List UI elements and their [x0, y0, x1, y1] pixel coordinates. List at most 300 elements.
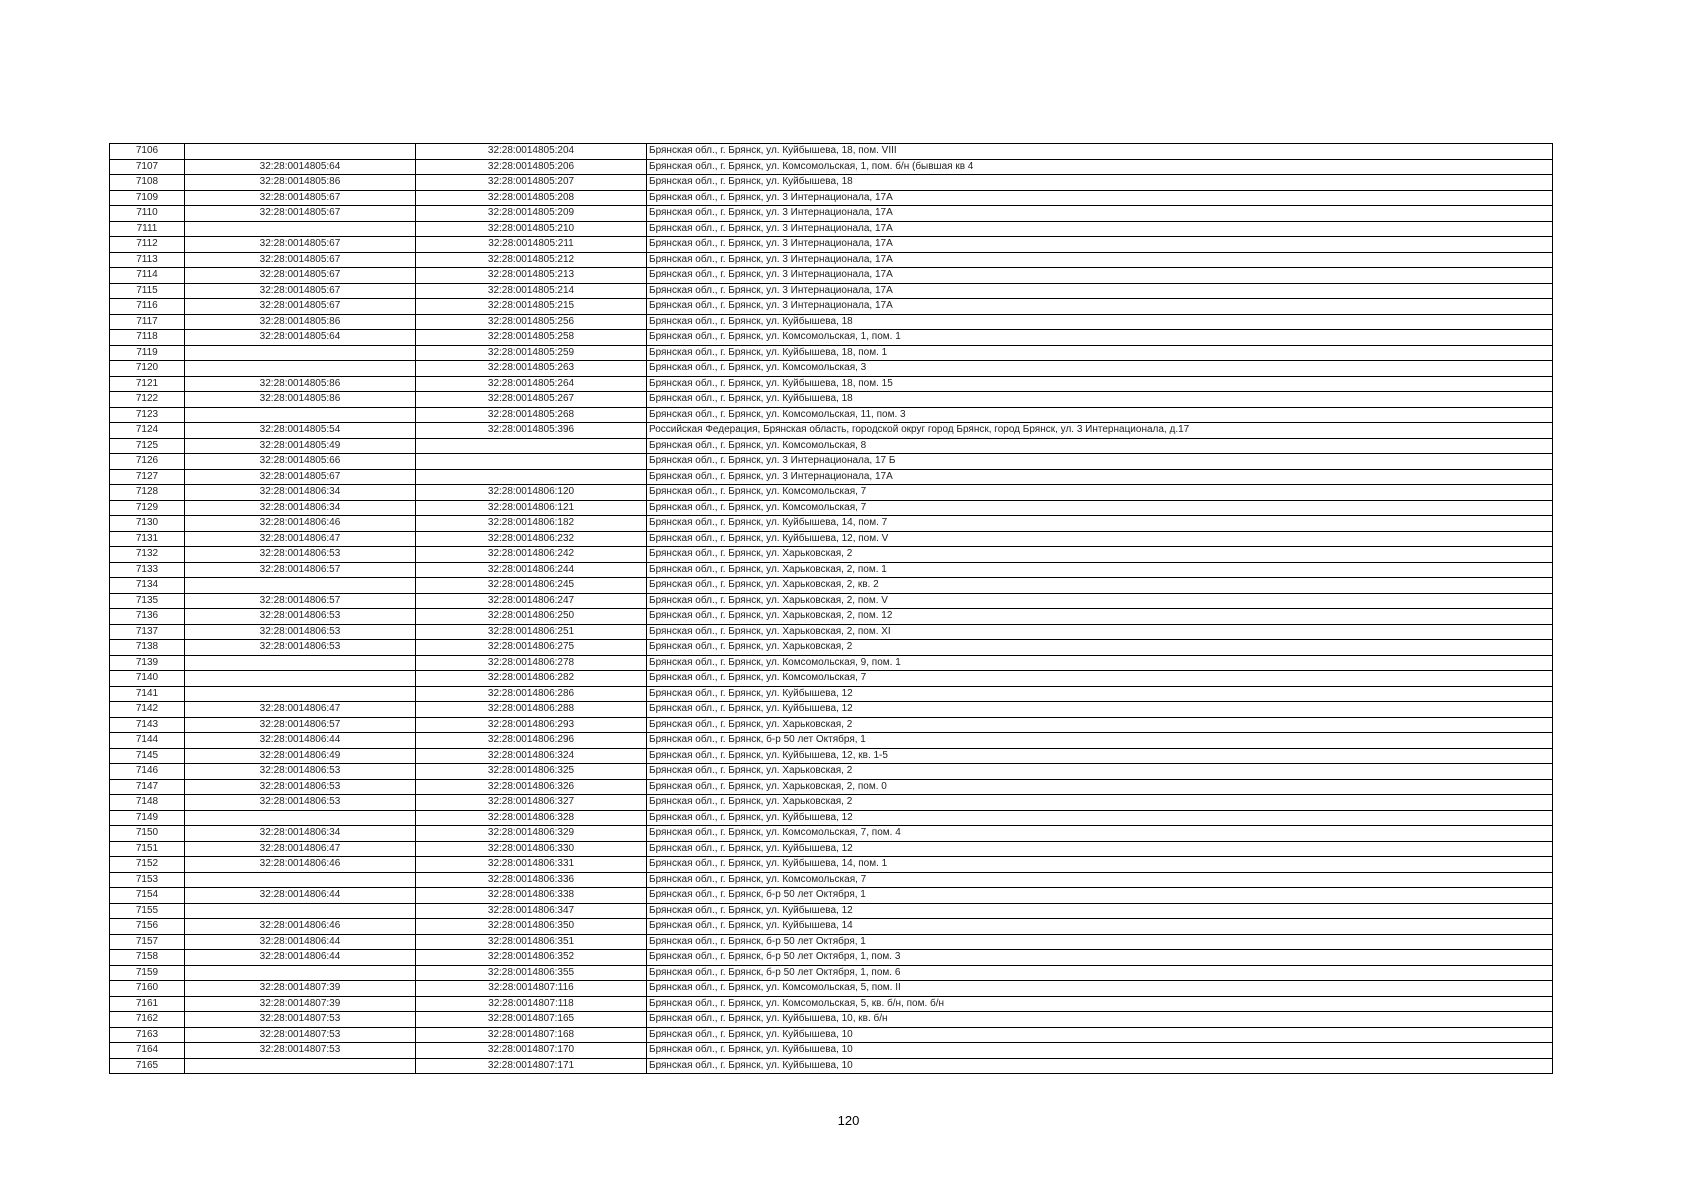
cadastral-number-cell: 32:28:0014807:165 — [416, 1012, 647, 1028]
cadastral-number-cell: 32:28:0014806:288 — [416, 702, 647, 718]
address-cell: Брянская обл., г. Брянск, ул. Харьковская, 2 — [647, 547, 1553, 563]
table-row — [110, 531, 1553, 547]
address-cell: Брянская обл., г. Брянск, ул. Куйбышева, 18, пом. VIII — [647, 144, 1553, 160]
address-cell: Брянская обл., г. Брянск, ул. 3 Интернационала, 17А — [647, 283, 1553, 299]
table-row — [110, 764, 1553, 780]
address-cell: Брянская обл., г. Брянск, ул. Комсомольская, 11, пом. 3 — [647, 407, 1553, 423]
row-number-cell: 7155 — [110, 903, 185, 919]
table-row — [110, 469, 1553, 485]
table-row — [110, 438, 1553, 454]
cadastral-number-cell: 32:28:0014805:258 — [416, 330, 647, 346]
parent-cadastral-number-cell: 32:28:0014805:86 — [185, 392, 416, 408]
parent-cadastral-number-cell — [185, 144, 416, 160]
cadastral-number-cell — [416, 438, 647, 454]
address-cell: Брянская обл., г. Брянск, ул. Комсомольская, 1, пом. б/н (бывшая кв 4 — [647, 159, 1553, 175]
address-cell: Брянская обл., г. Брянск, ул. Куйбышева, 18, пом. 15 — [647, 376, 1553, 392]
address-cell: Брянская обл., г. Брянск, ул. 3 Интернационала, 17А — [647, 237, 1553, 253]
table-row — [110, 314, 1553, 330]
table-row — [110, 826, 1553, 842]
cadastral-number-cell: 32:28:0014806:324 — [416, 748, 647, 764]
address-cell: Брянская обл., г. Брянск, б-р 50 лет Октября, 1, пом. 3 — [647, 950, 1553, 966]
parent-cadastral-number-cell — [185, 345, 416, 361]
parent-cadastral-number-cell: 32:28:0014806:53 — [185, 795, 416, 811]
address-cell: Российская Федерация, Брянская область, городской округ город Брянск, город Брянск, ул. 3 Интернационала, д.17 — [647, 423, 1553, 439]
row-number-cell: 7162 — [110, 1012, 185, 1028]
cadastral-number-cell: 32:28:0014806:296 — [416, 733, 647, 749]
parent-cadastral-number-cell: 32:28:0014806:57 — [185, 593, 416, 609]
parent-cadastral-number-cell: 32:28:0014805:67 — [185, 252, 416, 268]
register-table-body — [110, 144, 1553, 1074]
table-row — [110, 345, 1553, 361]
table-row — [110, 671, 1553, 687]
address-cell: Брянская обл., г. Брянск, ул. Комсомольская, 7 — [647, 500, 1553, 516]
row-number-cell: 7130 — [110, 516, 185, 532]
parent-cadastral-number-cell: 32:28:0014805:67 — [185, 206, 416, 222]
address-cell: Брянская обл., г. Брянск, ул. 3 Интернационала, 17А — [647, 190, 1553, 206]
row-number-cell: 7153 — [110, 872, 185, 888]
parent-cadastral-number-cell: 32:28:0014805:64 — [185, 330, 416, 346]
parent-cadastral-number-cell: 32:28:0014805:64 — [185, 159, 416, 175]
cadastral-number-cell: 32:28:0014806:325 — [416, 764, 647, 780]
address-cell: Брянская обл., г. Брянск, ул. Куйбышева, 12 — [647, 810, 1553, 826]
row-number-cell: 7144 — [110, 733, 185, 749]
row-number-cell: 7128 — [110, 485, 185, 501]
address-cell: Брянская обл., г. Брянск, ул. 3 Интернационала, 17А — [647, 299, 1553, 315]
address-cell: Брянская обл., г. Брянск, ул. Куйбышева, 10 — [647, 1058, 1553, 1074]
parent-cadastral-number-cell — [185, 903, 416, 919]
parent-cadastral-number-cell: 32:28:0014806:57 — [185, 562, 416, 578]
table-row — [110, 407, 1553, 423]
table-row — [110, 686, 1553, 702]
address-cell: Брянская обл., г. Брянск, ул. Куйбышева, 10, кв. б/н — [647, 1012, 1553, 1028]
row-number-cell: 7106 — [110, 144, 185, 160]
table-row — [110, 903, 1553, 919]
table-row — [110, 268, 1553, 284]
parent-cadastral-number-cell — [185, 221, 416, 237]
table-row — [110, 996, 1553, 1012]
address-cell: Брянская обл., г. Брянск, ул. Куйбышева, 18 — [647, 175, 1553, 191]
cadastral-number-cell: 32:28:0014807:168 — [416, 1027, 647, 1043]
parent-cadastral-number-cell: 32:28:0014806:53 — [185, 609, 416, 625]
row-number-cell: 7113 — [110, 252, 185, 268]
table-row — [110, 578, 1553, 594]
table-row — [110, 283, 1553, 299]
row-number-cell: 7117 — [110, 314, 185, 330]
table-row — [110, 841, 1553, 857]
table-row — [110, 950, 1553, 966]
address-cell: Брянская обл., г. Брянск, б-р 50 лет Октября, 1 — [647, 934, 1553, 950]
address-cell: Брянская обл., г. Брянск, ул. Комсомольская, 9, пом. 1 — [647, 655, 1553, 671]
row-number-cell: 7115 — [110, 283, 185, 299]
cadastral-number-cell: 32:28:0014805:263 — [416, 361, 647, 377]
table-row — [110, 330, 1553, 346]
cadastral-number-cell: 32:28:0014805:396 — [416, 423, 647, 439]
row-number-cell: 7127 — [110, 469, 185, 485]
table-row — [110, 516, 1553, 532]
table-row — [110, 981, 1553, 997]
address-cell: Брянская обл., г. Брянск, ул. 3 Интернационала, 17А — [647, 206, 1553, 222]
row-number-cell: 7143 — [110, 717, 185, 733]
table-row — [110, 640, 1553, 656]
parent-cadastral-number-cell: 32:28:0014807:39 — [185, 996, 416, 1012]
cadastral-number-cell — [416, 469, 647, 485]
parent-cadastral-number-cell — [185, 361, 416, 377]
table-row — [110, 562, 1553, 578]
table-row — [110, 252, 1553, 268]
table-row — [110, 857, 1553, 873]
cadastral-number-cell: 32:28:0014806:347 — [416, 903, 647, 919]
table-row — [110, 624, 1553, 640]
cadastral-number-cell: 32:28:0014805:209 — [416, 206, 647, 222]
row-number-cell: 7151 — [110, 841, 185, 857]
row-number-cell: 7164 — [110, 1043, 185, 1059]
parent-cadastral-number-cell — [185, 686, 416, 702]
parent-cadastral-number-cell: 32:28:0014805:67 — [185, 237, 416, 253]
parent-cadastral-number-cell: 32:28:0014805:54 — [185, 423, 416, 439]
row-number-cell: 7118 — [110, 330, 185, 346]
cadastral-number-cell: 32:28:0014805:212 — [416, 252, 647, 268]
parent-cadastral-number-cell: 32:28:0014806:53 — [185, 779, 416, 795]
table-row — [110, 609, 1553, 625]
cadastral-number-cell: 32:28:0014805:214 — [416, 283, 647, 299]
row-number-cell: 7160 — [110, 981, 185, 997]
address-cell: Брянская обл., г. Брянск, ул. Комсомольская, 7 — [647, 872, 1553, 888]
parent-cadastral-number-cell — [185, 872, 416, 888]
row-number-cell: 7156 — [110, 919, 185, 935]
address-cell: Брянская обл., г. Брянск, ул. Харьковская, 2 — [647, 795, 1553, 811]
row-number-cell: 7137 — [110, 624, 185, 640]
table-row — [110, 190, 1553, 206]
row-number-cell: 7146 — [110, 764, 185, 780]
table-row — [110, 733, 1553, 749]
address-cell: Брянская обл., г. Брянск, ул. Харьковская, 2, пом. 12 — [647, 609, 1553, 625]
cadastral-number-cell: 32:28:0014805:213 — [416, 268, 647, 284]
cadastral-number-cell: 32:28:0014806:278 — [416, 655, 647, 671]
address-cell: Брянская обл., г. Брянск, ул. Куйбышева, 10 — [647, 1027, 1553, 1043]
row-number-cell: 7139 — [110, 655, 185, 671]
table-row — [110, 779, 1553, 795]
row-number-cell: 7163 — [110, 1027, 185, 1043]
cadastral-number-cell: 32:28:0014806:350 — [416, 919, 647, 935]
row-number-cell: 7111 — [110, 221, 185, 237]
cadastral-number-cell: 32:28:0014806:329 — [416, 826, 647, 842]
row-number-cell: 7109 — [110, 190, 185, 206]
parent-cadastral-number-cell: 32:28:0014806:44 — [185, 934, 416, 950]
address-cell: Брянская обл., г. Брянск, ул. Куйбышева, 14, пом. 7 — [647, 516, 1553, 532]
cadastral-number-cell: 32:28:0014807:171 — [416, 1058, 647, 1074]
parent-cadastral-number-cell: 32:28:0014805:67 — [185, 299, 416, 315]
row-number-cell: 7135 — [110, 593, 185, 609]
row-number-cell: 7124 — [110, 423, 185, 439]
table-row — [110, 1058, 1553, 1074]
parent-cadastral-number-cell — [185, 1058, 416, 1074]
table-row — [110, 1012, 1553, 1028]
address-cell: Брянская обл., г. Брянск, ул. Куйбышева, 12 — [647, 686, 1553, 702]
cadastral-number-cell: 32:28:0014807:116 — [416, 981, 647, 997]
parent-cadastral-number-cell: 32:28:0014805:86 — [185, 376, 416, 392]
table-row — [110, 702, 1553, 718]
table-row — [110, 593, 1553, 609]
row-number-cell: 7154 — [110, 888, 185, 904]
parent-cadastral-number-cell: 32:28:0014806:47 — [185, 531, 416, 547]
table-row — [110, 872, 1553, 888]
parent-cadastral-number-cell: 32:28:0014806:53 — [185, 547, 416, 563]
cadastral-number-cell: 32:28:0014806:250 — [416, 609, 647, 625]
parent-cadastral-number-cell — [185, 810, 416, 826]
page-number: 120 — [837, 1113, 860, 1128]
row-number-cell: 7161 — [110, 996, 185, 1012]
address-cell: Брянская обл., г. Брянск, ул. Комсомольская, 8 — [647, 438, 1553, 454]
cadastral-number-cell: 32:28:0014806:245 — [416, 578, 647, 594]
cadastral-number-cell: 32:28:0014806:338 — [416, 888, 647, 904]
cadastral-number-cell: 32:28:0014805:256 — [416, 314, 647, 330]
parent-cadastral-number-cell: 32:28:0014806:34 — [185, 826, 416, 842]
row-number-cell: 7145 — [110, 748, 185, 764]
address-cell: Брянская обл., г. Брянск, ул. Харьковская, 2 — [647, 717, 1553, 733]
parent-cadastral-number-cell: 32:28:0014806:46 — [185, 516, 416, 532]
row-number-cell: 7129 — [110, 500, 185, 516]
row-number-cell: 7123 — [110, 407, 185, 423]
cadastral-number-cell: 32:28:0014806:242 — [416, 547, 647, 563]
parent-cadastral-number-cell: 32:28:0014806:53 — [185, 624, 416, 640]
cadastral-number-cell: 32:28:0014805:208 — [416, 190, 647, 206]
cadastral-number-cell: 32:28:0014805:207 — [416, 175, 647, 191]
cadastral-number-cell — [416, 454, 647, 470]
address-cell: Брянская обл., г. Брянск, ул. Куйбышева, 18 — [647, 314, 1553, 330]
table-row — [110, 485, 1553, 501]
parent-cadastral-number-cell: 32:28:0014806:44 — [185, 888, 416, 904]
row-number-cell: 7138 — [110, 640, 185, 656]
cadastral-number-cell: 32:28:0014806:351 — [416, 934, 647, 950]
address-cell: Брянская обл., г. Брянск, ул. Куйбышева, 12, кв. 1-5 — [647, 748, 1553, 764]
parent-cadastral-number-cell: 32:28:0014805:67 — [185, 469, 416, 485]
table-row — [110, 717, 1553, 733]
row-number-cell: 7140 — [110, 671, 185, 687]
cadastral-number-cell: 32:28:0014807:118 — [416, 996, 647, 1012]
parent-cadastral-number-cell: 32:28:0014805:86 — [185, 314, 416, 330]
table-row — [110, 144, 1553, 160]
address-cell: Брянская обл., г. Брянск, ул. Харьковская, 2, пом. 1 — [647, 562, 1553, 578]
parent-cadastral-number-cell — [185, 578, 416, 594]
cadastral-number-cell: 32:28:0014805:211 — [416, 237, 647, 253]
parent-cadastral-number-cell — [185, 671, 416, 687]
row-number-cell: 7157 — [110, 934, 185, 950]
address-cell: Брянская обл., г. Брянск, ул. Комсомольская, 5, пом. II — [647, 981, 1553, 997]
cadastral-number-cell: 32:28:0014806:244 — [416, 562, 647, 578]
table-row — [110, 423, 1553, 439]
cadastral-number-cell: 32:28:0014806:352 — [416, 950, 647, 966]
parent-cadastral-number-cell — [185, 655, 416, 671]
address-cell: Брянская обл., г. Брянск, ул. Комсомольская, 1, пом. 1 — [647, 330, 1553, 346]
address-cell: Брянская обл., г. Брянск, ул. Комсомольская, 7 — [647, 671, 1553, 687]
row-number-cell: 7110 — [110, 206, 185, 222]
row-number-cell: 7133 — [110, 562, 185, 578]
table-row — [110, 934, 1553, 950]
address-cell: Брянская обл., г. Брянск, ул. Комсомольская, 7 — [647, 485, 1553, 501]
cadastral-number-cell: 32:28:0014805:210 — [416, 221, 647, 237]
parent-cadastral-number-cell — [185, 407, 416, 423]
row-number-cell: 7149 — [110, 810, 185, 826]
row-number-cell: 7119 — [110, 345, 185, 361]
address-cell: Брянская обл., г. Брянск, ул. 3 Интернационала, 17А — [647, 221, 1553, 237]
cadastral-number-cell: 32:28:0014805:204 — [416, 144, 647, 160]
row-number-cell: 7125 — [110, 438, 185, 454]
row-number-cell: 7152 — [110, 857, 185, 873]
table-row — [110, 299, 1553, 315]
table-row — [110, 221, 1553, 237]
table-row — [110, 795, 1553, 811]
table-row — [110, 376, 1553, 392]
parent-cadastral-number-cell: 32:28:0014806:34 — [185, 485, 416, 501]
cadastral-number-cell: 32:28:0014806:286 — [416, 686, 647, 702]
cadastral-number-cell: 32:28:0014806:275 — [416, 640, 647, 656]
cadastral-number-cell: 32:28:0014806:326 — [416, 779, 647, 795]
parent-cadastral-number-cell: 32:28:0014807:39 — [185, 981, 416, 997]
row-number-cell: 7141 — [110, 686, 185, 702]
parent-cadastral-number-cell: 32:28:0014807:53 — [185, 1012, 416, 1028]
parent-cadastral-number-cell — [185, 965, 416, 981]
cadastral-number-cell: 32:28:0014805:259 — [416, 345, 647, 361]
parent-cadastral-number-cell: 32:28:0014806:44 — [185, 733, 416, 749]
address-cell: Брянская обл., г. Брянск, ул. Куйбышева, 14 — [647, 919, 1553, 935]
table-row — [110, 361, 1553, 377]
cadastral-number-cell: 32:28:0014806:336 — [416, 872, 647, 888]
address-cell: Брянская обл., г. Брянск, ул. Куйбышева, 12, пом. V — [647, 531, 1553, 547]
parent-cadastral-number-cell: 32:28:0014806:47 — [185, 841, 416, 857]
parent-cadastral-number-cell: 32:28:0014806:53 — [185, 764, 416, 780]
cadastral-number-cell: 32:28:0014806:331 — [416, 857, 647, 873]
parent-cadastral-number-cell: 32:28:0014806:44 — [185, 950, 416, 966]
table-row — [110, 919, 1553, 935]
parent-cadastral-number-cell: 32:28:0014806:49 — [185, 748, 416, 764]
parent-cadastral-number-cell: 32:28:0014805:67 — [185, 190, 416, 206]
row-number-cell: 7131 — [110, 531, 185, 547]
address-cell: Брянская обл., г. Брянск, ул. Харьковская, 2, пом. V — [647, 593, 1553, 609]
row-number-cell: 7121 — [110, 376, 185, 392]
row-number-cell: 7150 — [110, 826, 185, 842]
parent-cadastral-number-cell: 32:28:0014805:67 — [185, 283, 416, 299]
table-row — [110, 888, 1553, 904]
address-cell: Брянская обл., г. Брянск, ул. Куйбышева, 18 — [647, 392, 1553, 408]
row-number-cell: 7142 — [110, 702, 185, 718]
cadastral-number-cell: 32:28:0014806:182 — [416, 516, 647, 532]
row-number-cell: 7112 — [110, 237, 185, 253]
address-cell: Брянская обл., г. Брянск, ул. 3 Интернационала, 17А — [647, 469, 1553, 485]
row-number-cell: 7159 — [110, 965, 185, 981]
cadastral-number-cell: 32:28:0014806:247 — [416, 593, 647, 609]
table-row — [110, 748, 1553, 764]
table-row — [110, 655, 1553, 671]
row-number-cell: 7108 — [110, 175, 185, 191]
parent-cadastral-number-cell: 32:28:0014807:53 — [185, 1043, 416, 1059]
cadastral-number-cell: 32:28:0014805:215 — [416, 299, 647, 315]
parent-cadastral-number-cell: 32:28:0014806:47 — [185, 702, 416, 718]
row-number-cell: 7136 — [110, 609, 185, 625]
address-cell: Брянская обл., г. Брянск, ул. Харьковская, 2, кв. 2 — [647, 578, 1553, 594]
address-cell: Брянская обл., г. Брянск, ул. Харьковская, 2, пом. XI — [647, 624, 1553, 640]
cadastral-number-cell: 32:28:0014806:121 — [416, 500, 647, 516]
parent-cadastral-number-cell: 32:28:0014806:34 — [185, 500, 416, 516]
address-cell: Брянская обл., г. Брянск, ул. Комсомольская, 5, кв. б/н, пом. б/н — [647, 996, 1553, 1012]
table-row — [110, 965, 1553, 981]
row-number-cell: 7114 — [110, 268, 185, 284]
cadastral-number-cell: 32:28:0014806:282 — [416, 671, 647, 687]
cadastral-number-cell: 32:28:0014805:206 — [416, 159, 647, 175]
row-number-cell: 7134 — [110, 578, 185, 594]
parent-cadastral-number-cell: 32:28:0014806:57 — [185, 717, 416, 733]
row-number-cell: 7158 — [110, 950, 185, 966]
address-cell: Брянская обл., г. Брянск, ул. Куйбышева, 12 — [647, 702, 1553, 718]
cadastral-number-cell: 32:28:0014806:232 — [416, 531, 647, 547]
row-number-cell: 7116 — [110, 299, 185, 315]
address-cell: Брянская обл., г. Брянск, ул. Харьковская, 2 — [647, 764, 1553, 780]
row-number-cell: 7122 — [110, 392, 185, 408]
row-number-cell: 7148 — [110, 795, 185, 811]
cadastral-number-cell: 32:28:0014807:170 — [416, 1043, 647, 1059]
cadastral-number-cell: 32:28:0014805:267 — [416, 392, 647, 408]
table-row — [110, 159, 1553, 175]
address-cell: Брянская обл., г. Брянск, б-р 50 лет Октября, 1 — [647, 888, 1553, 904]
row-number-cell: 7107 — [110, 159, 185, 175]
parent-cadastral-number-cell: 32:28:0014806:46 — [185, 919, 416, 935]
table-row — [110, 1027, 1553, 1043]
cadastral-number-cell: 32:28:0014805:264 — [416, 376, 647, 392]
table-row — [110, 1043, 1553, 1059]
cadastral-number-cell: 32:28:0014806:330 — [416, 841, 647, 857]
parent-cadastral-number-cell: 32:28:0014805:66 — [185, 454, 416, 470]
cadastral-number-cell: 32:28:0014806:327 — [416, 795, 647, 811]
parent-cadastral-number-cell: 32:28:0014806:53 — [185, 640, 416, 656]
address-cell: Брянская обл., г. Брянск, ул. 3 Интернационала, 17А — [647, 252, 1553, 268]
table-row — [110, 810, 1553, 826]
address-cell: Брянская обл., г. Брянск, ул. Харьковская, 2, пом. 0 — [647, 779, 1553, 795]
address-cell: Брянская обл., г. Брянск, ул. Комсомольская, 3 — [647, 361, 1553, 377]
parent-cadastral-number-cell: 32:28:0014805:67 — [185, 268, 416, 284]
address-cell: Брянская обл., г. Брянск, б-р 50 лет Октября, 1, пом. 6 — [647, 965, 1553, 981]
address-cell: Брянская обл., г. Брянск, ул. Куйбышева, 12 — [647, 903, 1553, 919]
cadastral-number-cell: 32:28:0014805:268 — [416, 407, 647, 423]
table-row — [110, 547, 1553, 563]
table-row — [110, 392, 1553, 408]
table-row — [110, 175, 1553, 191]
table-row — [110, 237, 1553, 253]
cadastral-number-cell: 32:28:0014806:328 — [416, 810, 647, 826]
register-table — [109, 143, 1553, 1074]
row-number-cell: 7126 — [110, 454, 185, 470]
table-row — [110, 206, 1553, 222]
cadastral-number-cell: 32:28:0014806:251 — [416, 624, 647, 640]
cadastral-number-cell: 32:28:0014806:355 — [416, 965, 647, 981]
address-cell: Брянская обл., г. Брянск, б-р 50 лет Октября, 1 — [647, 733, 1553, 749]
row-number-cell: 7165 — [110, 1058, 185, 1074]
address-cell: Брянская обл., г. Брянск, ул. 3 Интернационала, 17 Б — [647, 454, 1553, 470]
address-cell: Брянская обл., г. Брянск, ул. Харьковская, 2 — [647, 640, 1553, 656]
parent-cadastral-number-cell: 32:28:0014805:86 — [185, 175, 416, 191]
address-cell: Брянская обл., г. Брянск, ул. 3 Интернационала, 17А — [647, 268, 1553, 284]
address-cell: Брянская обл., г. Брянск, ул. Комсомольская, 7, пом. 4 — [647, 826, 1553, 842]
cadastral-number-cell: 32:28:0014806:120 — [416, 485, 647, 501]
table-row — [110, 454, 1553, 470]
row-number-cell: 7147 — [110, 779, 185, 795]
parent-cadastral-number-cell: 32:28:0014807:53 — [185, 1027, 416, 1043]
address-cell: Брянская обл., г. Брянск, ул. Куйбышева, 14, пом. 1 — [647, 857, 1553, 873]
cadastral-number-cell: 32:28:0014806:293 — [416, 717, 647, 733]
row-number-cell: 7132 — [110, 547, 185, 563]
address-cell: Брянская обл., г. Брянск, ул. Куйбышева, 18, пом. 1 — [647, 345, 1553, 361]
table-row — [110, 500, 1553, 516]
address-cell: Брянская обл., г. Брянск, ул. Куйбышева, 12 — [647, 841, 1553, 857]
row-number-cell: 7120 — [110, 361, 185, 377]
